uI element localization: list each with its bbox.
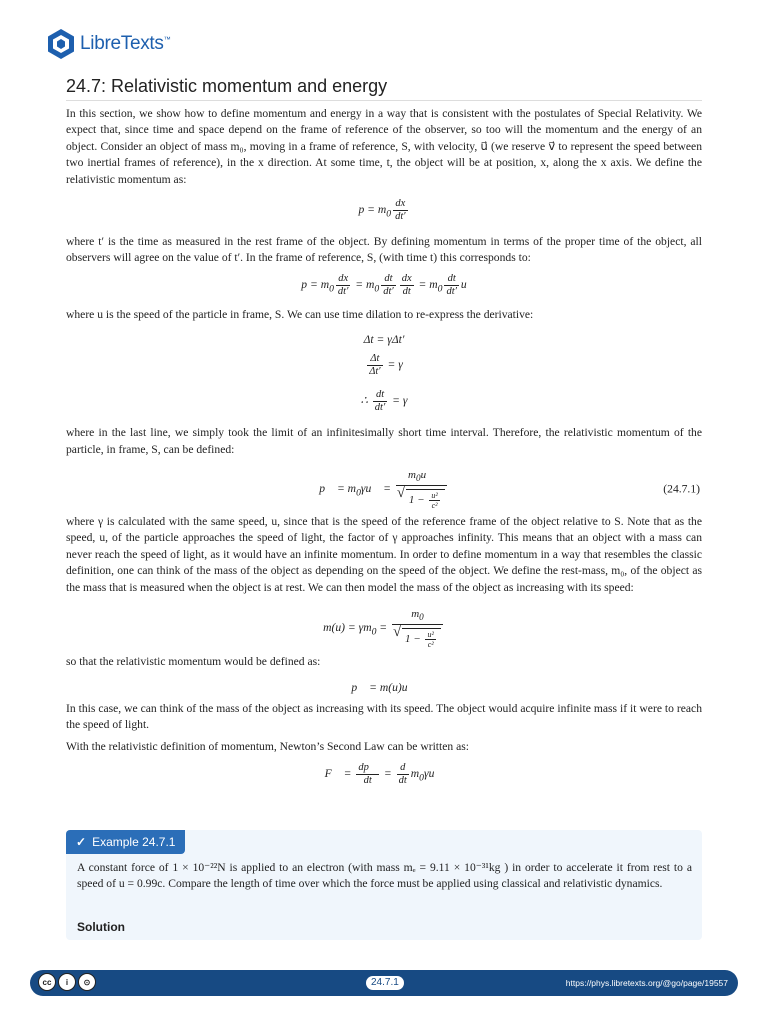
logo-text: LibreTexts™ (80, 33, 171, 54)
example-number: 24.7.1 (142, 835, 176, 849)
share-alike-icon: ⊙ (78, 973, 96, 991)
example-label: Example (92, 835, 139, 849)
equation-newton-second-law: F⃗ = $\frac{dp⃗}{dt}$ = $\frac{d}{dt}$ $m_0\gamma u⃗$ (324, 761, 444, 786)
page-title: 24.7: Relativistic momentum and energy (66, 76, 388, 96)
paragraph-5: where γ is calculated with the same speed, u, since that is the speed of the reference frame of the object relative to S. Note that as the speed, u, of the particle approaches the speed of light, the factor of γ approaches infinity. This means that an object with a mass can never reach the speed of light, as it would have an infinite momentum. In order to define momentum in a way that resembles the classic definition, one can think of the mass of the object as depending on the speed of the object. We define the rest-mass, m₀, of the object as the mass that is measured when the object is at rest. We can then model the mass of the object as increasing with its speed: (66, 515, 702, 594)
example-box (66, 830, 702, 940)
equation-time-dilation: Δt = γΔt′ $\frac{\Delta t}{\Delta t'}$ = γ ∴ $\frac{dt}{dt'}$ = γ (360, 333, 408, 414)
libretexts-logo[interactable] (46, 26, 170, 62)
page-footer (30, 970, 738, 996)
creative-commons-icon: cc (38, 973, 56, 991)
equation-number: (24.7.1) (663, 482, 700, 496)
attribution-icon: i (58, 973, 76, 991)
paragraph-2: where t′ is the time as measured in the rest frame of the object. By defining momentum in terms of the proper time of the object, all observers will agree on the value of t′. In the frame of reference, S, (with time t) this corresponds to: (66, 235, 702, 265)
equation-relativistic-mass: $m(u) = \gamma m_0$ = $m_0$ √ 1 − $\frac{\text{u²}}{\text{c²}}$ (66, 602, 702, 654)
paragraph-6: so that the relativistic momentum would be defined as: (66, 655, 321, 669)
equation-momentum-proper: $p = m_0$ $\frac{dx}{dt'}$ (358, 198, 406, 223)
article-body (66, 106, 702, 798)
equation-momentum-mass: p⃗ = m(u)u⃗ (351, 680, 417, 694)
page-url-link[interactable]: https://phys.libretexts.org/@go/page/19557 (565, 978, 728, 988)
example-text: A constant force of 1 × 10⁻²²N is applied to an electron (with mass mₑ = 9.11 × 10⁻³¹kg ) in order to accelerate it from rest to a speed of u = 0.99c. Compare the length of time over which the force must be applied using classical and relativistic dynamics. (77, 861, 692, 891)
paragraph-7: In this case, we can think of the mass of the object as increasing with its speed. The object would acquire infinite mass if it were to reach the speed of light. (66, 701, 702, 731)
title-divider (66, 100, 702, 101)
equation-24-7-1: p⃗ = $m_0\gamma u⃗$ = $m_0u⃗$ √ 1 − $\frac{\text{u²}}{\text{c²}}$ (24.7.1) (66, 464, 702, 514)
checkmark-icon: ✓ (76, 835, 87, 849)
paragraph-1: In this section, we show how to define momentum and energy in a way that is consistent with the postulates of Special Relativity. We expect that, since time and space depend on the frame of reference of the observer, so too will the momentum and the energy of an object. Consider an object of mass m₀, moving in a frame of reference, S, with velocity, u⃗ (we reserve v⃗ to represent the speed between two inertial frames of reference), in the x direction. At some time, t, the object will be at position, x, along the x axis. We define the relativistic momentum as: (66, 107, 702, 186)
license-icons[interactable] (38, 973, 98, 991)
example-header[interactable] (66, 830, 185, 854)
page-number: 24.7.1 (366, 976, 404, 990)
equation-momentum-expanded: $p = m_0$ $\frac{dx}{dt'}$ = $m_0$ $\frac{dt}{dt'}$ $\frac{dx}{dt}$ = $m_0$ $\frac{dt}{dt'}$ u (301, 272, 467, 297)
paragraph-4: where in the last line, we simply took the limit of an infinitesimally short time interval. Therefore, the relativistic momentum of the particle, in frame, S, can be defined: (66, 426, 702, 456)
paragraph-8: With the relativistic definition of momentum, Newton’s Second Law can be written as: (66, 740, 469, 754)
solution-heading[interactable]: Solution (77, 920, 125, 934)
paragraph-3: where u is the speed of the particle in frame, S. We can use time dilation to re-express the derivative: (66, 307, 534, 321)
libretexts-logo-icon (46, 28, 76, 60)
